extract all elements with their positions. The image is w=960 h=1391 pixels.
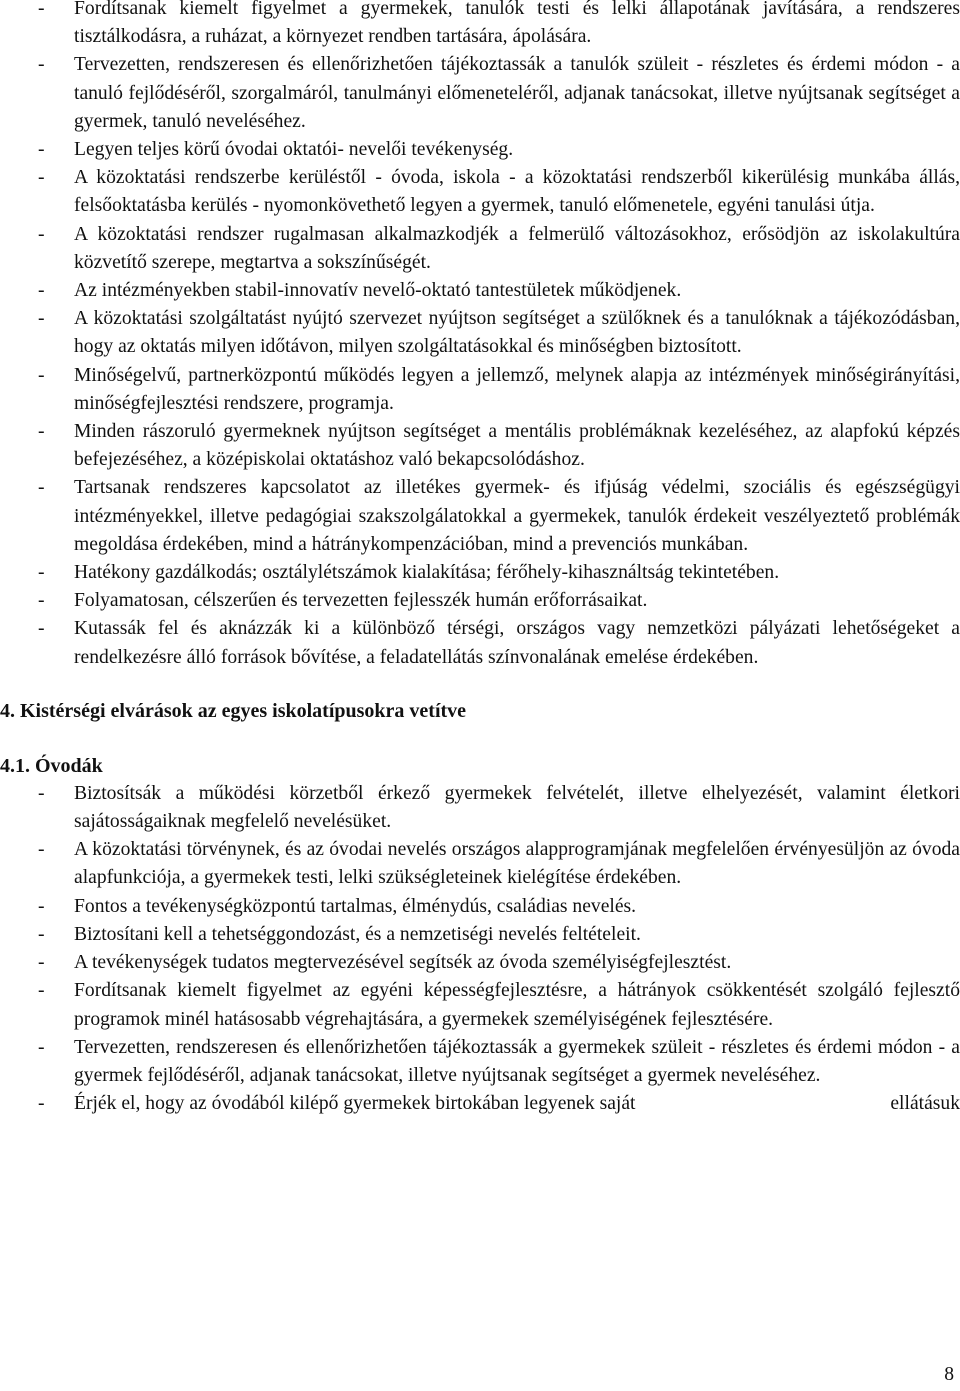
list-item: - Folyamatosan, célszerűen és tervezetten fejlesszék humán erőforrásaikat. [38,587,960,615]
list-item: - Tervezetten, rendszeresen és ellenőrizhetően tájékoztassák a tanulók szüleit - részletes és érdemi módon - a tanuló fejlődéséről, szorgalmáról, tanulmányi előmeneteléről, adjanak tanácsokat, illetve nyújtsanak segítséget a gyermek, tanuló neveléséhez. [38,51,960,136]
bullet-dash: - [38,1036,45,1058]
bullet-dash: - [38,1093,45,1115]
bullet-dash: - [38,952,45,974]
bullet-dash: - [38,308,45,330]
bullet-dash: - [38,477,45,499]
list-item [38,1090,960,1118]
list-item: - Biztosítani kell a tehetséggondozást, és a nemzetiségi nevelés feltételeit. [38,921,960,949]
bullet-dash: - [38,0,45,19]
bullet-dash: - [38,782,45,804]
bullet-dash: - [38,923,45,945]
page-number: 8 [944,1364,954,1385]
bullet-dash: - [38,54,45,76]
bullet-dash: - [38,562,45,584]
bullet-dash: - [38,421,45,443]
list-item: - Tervezetten, rendszeresen és ellenőrizhetően tájékoztassák a gyermekek szüleit - részletes és érdemi módon - a gyermek fejlődéséről, adjanak tanácsokat, illetve nyújtsanak segítséget a gyermek neveléséhez. [38,1034,960,1090]
list-item: - A tevékenységek tudatos megtervezésével segítsék az óvoda személyiségfejlesztést. [38,949,960,977]
list-item: - Tartsanak rendszeres kapcsolatot az illetékes gyermek- és ifjúság védelmi, szociális és egészségügyi intézményekkel, illetve pedagógiai szakszolgálatokkal a gyermekek, tanulók érdekeit veszélyeztető problémák megoldása érdekében, mind a hátránykompenzációban, mind a prevenciós munkában. [38,474,960,559]
list-item: - A közoktatási rendszerbe kerüléstől - óvoda, iskola - a közoktatási rendszerből kikerülésig munkába állás, felsőoktatásba kerülés - nyomonkövethető legyen a gyermek, tanuló előmenetele, egyéni tanulási útja. [38,164,960,220]
bullet-dash: - [38,280,45,302]
bullet-dash: - [38,223,45,245]
section-4-1-heading: 4.1. Óvodák [0,754,103,777]
list-item: - Fordítsanak kiemelt figyelmet az egyéni képességfejlesztésre, a hátrányok csökkentését szolgáló fejlesztő programok minél hatásosabb végrehajtására, a gyermekek személyiségének fejlesztésére. [38,977,960,1033]
section-4-heading: 4. Kistérségi elvárások az egyes iskolatípusokra vetítve [0,699,467,722]
section-4-1-list [38,780,960,1118]
bullet-dash: - [38,167,45,189]
bullet-dash: - [38,364,45,386]
list-item: - Hatékony gazdálkodás; osztálylétszámok kialakítása; férőhely-kihasználtság tekintetében. [38,559,960,587]
bullet-dash: - [38,618,45,640]
list-item: - Fordítsanak kiemelt figyelmet a gyermekek, tanulók testi és lelki állapotának javítására, a rendszeres tisztálkodásra, a ruházat, a környezet rendben tartására, ápolására. [38,0,960,51]
section-1-list [38,0,960,672]
bullet-dash: - [38,895,45,917]
bullet-dash: - [38,980,45,1002]
list-item: - Minőségelvű, partnerközpontú működés legyen a jellemző, melynek alapja az intézmények minőségirányítási, minőségfejlesztési rendszere, programja. [38,362,960,418]
list-item: - Legyen teljes körű óvodai oktatói- nevelői tevékenység. [38,136,960,164]
list-item: - Fontos a tevékenységközpontú tartalmas, élménydús, családias nevelés. [38,893,960,921]
bullet-dash: - [38,139,45,161]
list-item: - Biztosítsák a működési körzetből érkező gyermekek felvételét, illetve elhelyezését, valamint életkori sajátosságaiknak megfelelő nevelésüket. [38,780,960,836]
bullet-dash: - [38,590,45,612]
list-item: - Kutassák fel és aknázzák ki a különböző térségi, országos vagy nemzetközi pályázati lehetőségeket a rendelkezésre álló források bővítése, a feladatellátás színvonalának emelése érdekében. [38,615,960,671]
list-item: - A közoktatási rendszer rugalmasan alkalmazkodjék a felmerülő változásokhoz, erősödjön az iskolakultúra közvetítő szerepe, megtartva a sokszínűségét. [38,221,960,277]
list-item: - A közoktatási törvénynek, és az óvodai nevelés országos alapprogramjának megfelelően érvényesüljön az óvoda alapfunkciója, a gyermekek testi, lelki szükségleteinek kielégítése érdekében. [38,836,960,892]
last-item-line: Érjék el, hogy az óvodából kilépő gyermekek birtokában legyenek saját ellátásuk [74,1093,960,1115]
list-item: - Az intézményekben stabil-innovatív nevelő-oktató tantestületek működjenek. [38,277,960,305]
bullet-dash: - [38,839,45,861]
list-item: - A közoktatási szolgáltatást nyújtó szervezet nyújtson segítséget a szülőknek és a tanulóknak a tájékozódásban, hogy az oktatás milyen időtávon, milyen szolgáltatásokkal és minőségben biztosított. [38,305,960,361]
list-item: - Minden rászoruló gyermeknek nyújtson segítséget a mentális problémáknak kezeléséhez, az alapfokú képzés befejezéséhez, a középiskolai oktatáshoz való bekapcsolódáshoz. [38,418,960,474]
